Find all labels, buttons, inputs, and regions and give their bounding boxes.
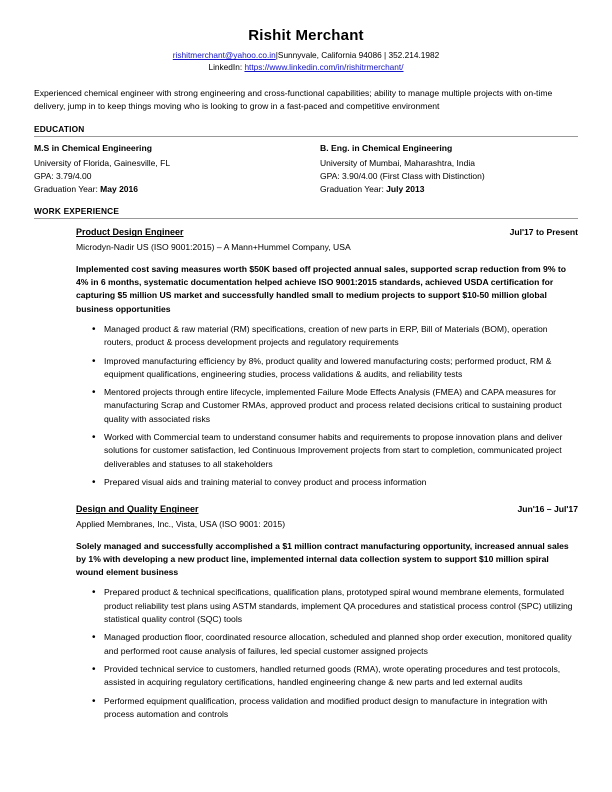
job-bullet-list (76, 586, 578, 721)
linkedin-label: LinkedIn: (208, 62, 245, 73)
education-graduation-label: Graduation Year: (320, 183, 387, 194)
section-heading-education: EDUCATION (34, 124, 578, 137)
list-item: • Managed production floor, coordinated resource allocation, scheduled and planned shop order execution, monitored quality and performed root cause analysis of failures, led special customer assigned projects (92, 631, 578, 658)
education-degree: M.S in Chemical Engineering (34, 143, 152, 154)
job-dates: Jul'17 to Present (509, 227, 578, 238)
education-gpa: GPA: 3.90/4.00 (First Class with Distinction) (320, 170, 485, 181)
education-gpa: GPA: 3.79/4.00 (34, 170, 92, 181)
contact-line-linkedin (34, 62, 578, 73)
education-degree: B. Eng. in Chemical Engineering (320, 143, 453, 154)
education-graduation-value: July 2013 (386, 183, 425, 194)
list-item: • Performed equipment qualification, process validation and modified product design to manufacture in integration with process automation and controls (92, 695, 578, 722)
education-school: University of Florida, Gainesville, FL (34, 158, 171, 169)
education-entry (306, 143, 578, 195)
education-graduation-label: Graduation Year: (34, 183, 101, 194)
job-entry (34, 226, 578, 489)
list-item: • Managed product & raw material (RM) specifications, creation of new parts in ERP, Bill of Materials (BOM), operation routers, product & process development projects and regulatory requirements (92, 323, 578, 350)
education-graduation-value: May 2016 (100, 183, 138, 194)
job-title: Design and Quality Engineer (76, 504, 199, 515)
list-item: • Improved manufacturing efficiency by 8%, product quality and lowered manufacturing costs; performed product, RM & equipment qualifications, engineering studies, process validations & audits, and reliability tests (92, 355, 578, 382)
job-summary: Solely managed and successfully accomplished a $1 million contract manufacturing opportunity, increased annual sales by 1% with developing a new product line, implemented internal data collection system to support $10 million spiral wound element business (76, 540, 569, 578)
education-school: University of Mumbai, Maharashtra, India (320, 158, 475, 169)
list-item: • Prepared visual aids and training material to convey product and process information (92, 476, 578, 489)
job-header (76, 503, 578, 516)
job-entry (34, 503, 578, 721)
job-summary: Implemented cost saving measures worth $50K based off projected annual sales, supported scrap reduction from 9% to 4% in 6 months, systematic documentation helped achieve ISO 9001:2015 standards, achieved USDA certification for capturing $5 million US market and successfully handled small to medium projects to support $10-50 million global business opportunities (76, 263, 566, 314)
job-header (76, 226, 578, 239)
section-heading-work-experience: WORK EXPERIENCE (34, 206, 578, 219)
contact-location-phone: |Sunnyvale, California 94086 | 352.214.1982 (275, 50, 440, 61)
email-link[interactable]: rishitmerchant@yahoo.co.in (172, 50, 276, 61)
job-company: Microdyn-Nadir US (ISO 9001:2015) – A Mann+Hummel Company, USA (76, 242, 351, 253)
linkedin-link[interactable]: https://www.linkedin.com/in/rishitrmerchant/ (244, 62, 404, 73)
job-bullet-list (76, 323, 578, 489)
education-entry (34, 143, 306, 195)
contact-line-primary (34, 50, 578, 61)
list-item: • Prepared product & technical specifications, qualification plans, prototyped spiral wound membrane elements, formulated product reliability test plans using ASTM standards, implement QA procedures and statistical process control (SPC) utilizing statistical quality control (SQC) tools (92, 586, 578, 626)
list-item: • Provided technical service to customers, handled returned goods (RMA), wrote operating procedures and test protocols, assisted in acquiring regulatory certifications, handled engineering change & new parts and led external audits (92, 663, 578, 690)
page-title: Rishit Merchant (248, 27, 364, 44)
job-company: Applied Membranes, Inc., Vista, USA (ISO 9001: 2015) (76, 518, 286, 529)
professional-summary: Experienced chemical engineer with strong engineering and cross-functional capabilities; ability to manage multiple projects with on-time delivery, jump in to keep things moving who is looking to grow in a fast-paced and competitive environment (34, 87, 553, 111)
list-item: • Mentored projects through entire lifecycle, implemented Failure Mode Effects Analysis (FMEA) and CAPA measures for manufacturing Scrap and Customer RMAs, approved product and process related decisions critical to sustaining product quality with associated risks (92, 386, 578, 426)
education-grid (34, 143, 578, 195)
job-dates: Jun'16 – Jul'17 (517, 504, 578, 515)
job-title: Product Design Engineer (76, 227, 184, 238)
education-graduation (320, 183, 578, 196)
education-graduation (34, 183, 296, 196)
list-item: • Worked with Commercial team to understand consumer habits and requirements to propose innovation plans and deliver solutions for customer satisfaction, led Continuous Improvement projects from start to completion, communicated project deliverables and statuses to all stakeholders (92, 431, 578, 471)
